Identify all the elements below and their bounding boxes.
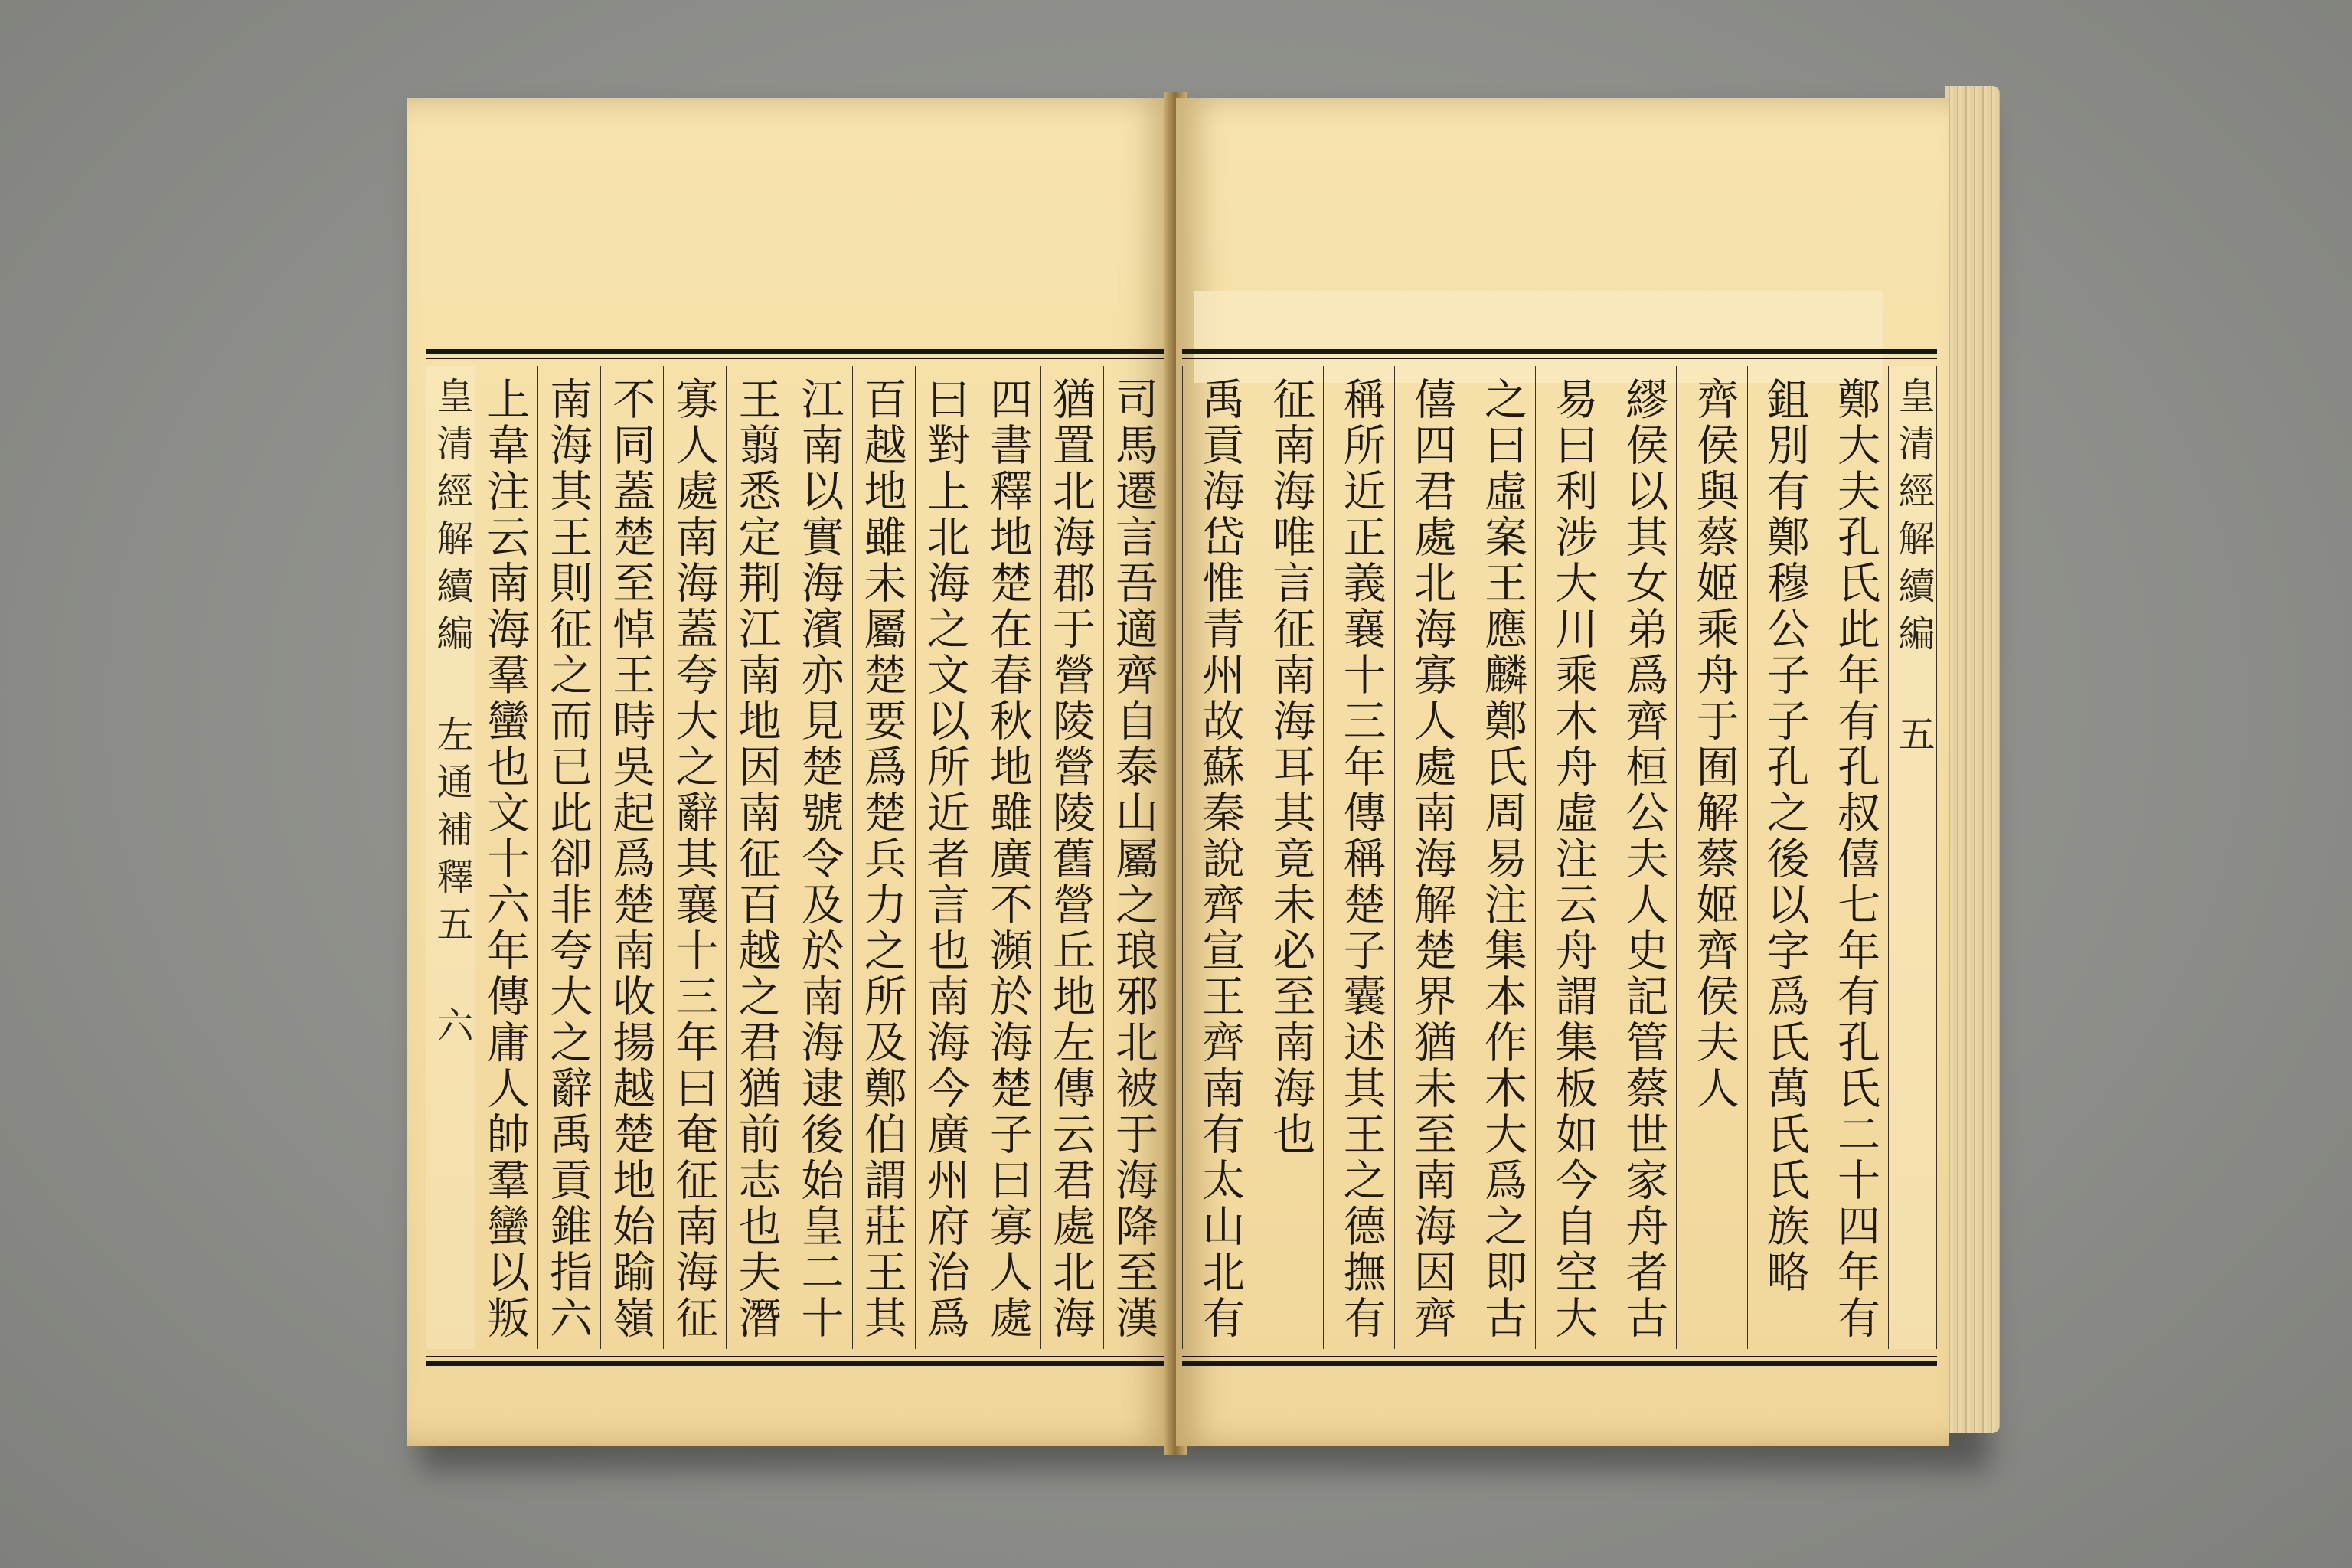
left-column: 不同蓋楚至悼王時吳起爲楚南收揚越楚地始踰嶺	[600, 366, 663, 1349]
left-column: 曰對上北海之文以所近者言也南海今廣州府治爲	[915, 366, 978, 1349]
left-column: 上韋注云南海羣蠻也文十六年傳庸人帥羣蠻以叛	[475, 366, 537, 1349]
right-columns	[1182, 366, 1937, 1349]
left-margin-subtitle: 左通補釋五	[430, 715, 473, 952]
left-page	[407, 98, 1173, 1446]
right-column: 鄭大夫孔氏此年有孔叔僖七年有孔氏二十四年有	[1818, 366, 1888, 1349]
right-column: 禹貢海岱惟青州故蘇秦說齊宣王齊南有太山北有	[1182, 366, 1253, 1349]
right-column: 稱所近正義襄十三年傳稱楚子囊述其王之德撫有	[1323, 366, 1393, 1349]
left-column: 南海其王則征之而已此卻非夸大之辭禹貢錐指六	[537, 366, 600, 1349]
page-stack-edge	[1945, 86, 2000, 1433]
left-top-rule	[426, 349, 1167, 354]
right-column: 之曰虛案王應麟鄭氏周易注集本作木大爲之即古	[1465, 366, 1535, 1349]
left-column: 江南以實海濱亦見楚號令及於南海逮後始皇二十	[789, 366, 851, 1349]
right-column: 易曰利涉大川乘木舟虛注云舟謂集板如今自空大	[1535, 366, 1606, 1349]
right-margin-column	[1888, 366, 1937, 1349]
right-margin-number: 五	[1892, 715, 1935, 763]
left-column: 四書釋地楚在春秋地雖廣不瀕於海楚子曰寡人處	[978, 366, 1040, 1349]
left-column: 司馬遷言吾適齊自泰山屬之琅邪北被于海降至漢	[1103, 366, 1167, 1349]
left-bottom-rule	[426, 1361, 1167, 1366]
right-column: 繆侯以其女弟爲齊桓公夫人史記管蔡世家舟者古	[1606, 366, 1676, 1349]
right-column: 征南海唯言征南海耳其竟未必至南海也	[1253, 366, 1323, 1349]
left-column: 猶置北海郡于營陵營陵舊營丘地左傳云君處北海	[1040, 366, 1103, 1349]
left-column: 寡人處南海蓋夸大之辭其襄十三年曰奄征南海征	[663, 366, 726, 1349]
left-margin-title: 皇清經解續編	[430, 377, 473, 662]
right-top-rule	[1182, 349, 1937, 354]
left-margin-column	[426, 366, 475, 1349]
right-column: 鉏別有鄭穆公子子孔之後以字爲氏萬氏氏族略	[1747, 366, 1818, 1349]
left-column: 王翦悉定荆江南地因南征百越之君猶前志也夫潛	[726, 366, 789, 1349]
left-column: 百越地雖未屬楚要爲楚兵力之所及鄭伯謂莊王其	[852, 366, 915, 1349]
right-print-frame	[1182, 349, 1937, 1366]
left-print-frame	[426, 349, 1167, 1366]
left-margin-number: 六	[430, 1006, 473, 1054]
right-column: 僖四君處北海寡人處南海解楚界猶未至南海因齊	[1394, 366, 1465, 1349]
left-columns	[426, 366, 1167, 1349]
right-bottom-rule	[1182, 1361, 1937, 1366]
right-column: 齊侯與蔡姬乘舟于囿解蔡姬齊侯夫人	[1676, 366, 1746, 1349]
right-margin-title: 皇清經解續編	[1892, 377, 1935, 662]
right-page	[1176, 98, 1949, 1446]
